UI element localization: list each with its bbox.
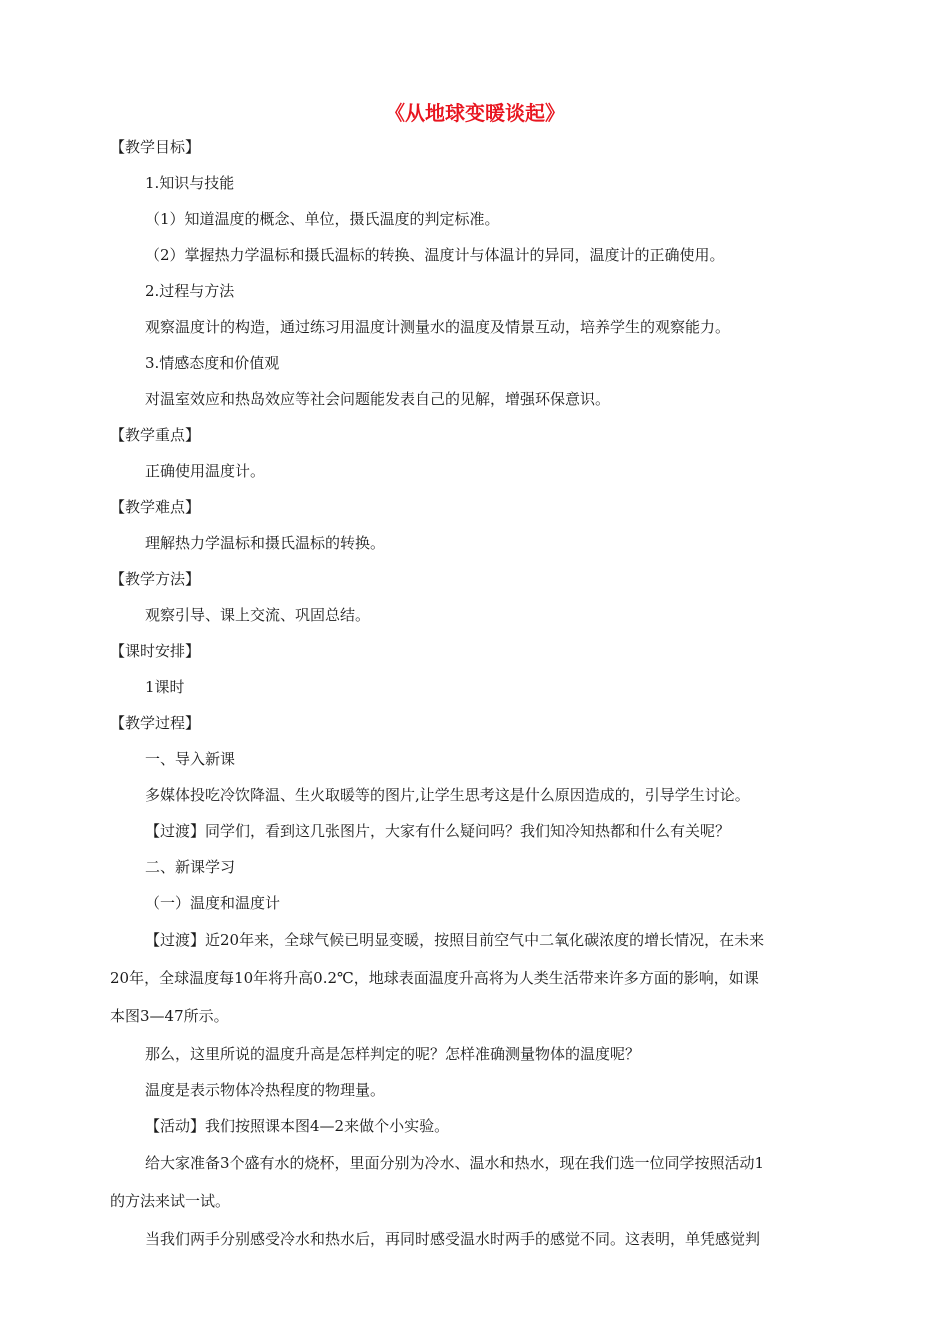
question-paragraph: 那么，这里所说的温度升高是怎样判定的呢？怎样准确测量物体的温度呢？ xyxy=(145,1045,641,1063)
goal-1-title: 1.知识与技能 xyxy=(145,174,235,192)
activity-paragraph: 【活动】我们按照课本图4—2来做个小实验。 xyxy=(145,1117,450,1135)
transition-paragraph-line-3: 本图3—47所示。 xyxy=(110,1007,229,1025)
process-part-1-transition: 【过渡】同学们，看到这几张图片，大家有什么疑问吗？我们知冷知热都和什么有关呢？ xyxy=(145,822,731,840)
goal-2-text: 观察温度计的构造，通过练习用温度计测量水的温度及情景互动，培养学生的观察能力。 xyxy=(145,318,731,336)
section-heading-hours: 【课时安排】 xyxy=(110,642,201,660)
document-title: 《从地球变暖谈起》 xyxy=(385,101,565,125)
process-part-1-title: 一、导入新课 xyxy=(145,750,236,768)
section-heading-key-points: 【教学重点】 xyxy=(110,426,201,444)
process-part-2-title: 二、新课学习 xyxy=(145,858,236,876)
section-heading-goals: 【教学目标】 xyxy=(110,138,201,156)
result-paragraph: 当我们两手分别感受冷水和热水后，再同时感受温水时两手的感觉不同。这表明，单凭感觉判 xyxy=(145,1230,761,1248)
transition-paragraph-line-2: 20年，全球温度每10年将升高0.2℃，地球表面温度升高将为人类生活带来许多方面的影响，如课 xyxy=(110,969,759,987)
transition-paragraph-line-1: 【过渡】近20年来，全球气候已明显变暖，按照目前空气中二氧化碳浓度的增长情况，在未来 xyxy=(145,931,765,949)
section-heading-process: 【教学过程】 xyxy=(110,714,201,732)
goal-3-text: 对温室效应和热岛效应等社会问题能发表自己的见解，增强环保意识。 xyxy=(145,390,611,408)
preparation-paragraph-line-2: 的方法来试一试。 xyxy=(110,1192,231,1210)
preparation-paragraph-line-1: 给大家准备3个盛有水的烧杯，里面分别为冷水、温水和热水，现在我们选一位同学按照活动1 xyxy=(145,1154,765,1172)
goal-2-title: 2.过程与方法 xyxy=(145,282,235,300)
definition-paragraph: 温度是表示物体冷热程度的物理量。 xyxy=(145,1081,386,1099)
process-part-2-subtitle: （一）温度和温度计 xyxy=(145,894,281,912)
methods-text: 观察引导、课上交流、巩固总结。 xyxy=(145,606,371,624)
goal-1-item-2: （2）掌握热力学温标和摄氏温标的转换、温度计与体温计的异同，温度计的正确使用。 xyxy=(145,246,725,264)
key-points-text: 正确使用温度计。 xyxy=(145,462,266,480)
difficulties-text: 理解热力学温标和摄氏温标的转换。 xyxy=(145,534,386,552)
goal-3-title: 3.情感态度和价值观 xyxy=(145,354,280,372)
hours-text: 1课时 xyxy=(145,678,185,696)
section-heading-methods: 【教学方法】 xyxy=(110,570,201,588)
goal-1-item-1: （1）知道温度的概念、单位，摄氏温度的判定标准。 xyxy=(145,210,500,228)
section-heading-difficulties: 【教学难点】 xyxy=(110,498,201,516)
process-part-1-text: 多媒体投吃冷饮降温、生火取暖等的图片,让学生思考这是什么原因造成的，引导学生讨论。 xyxy=(145,786,750,804)
